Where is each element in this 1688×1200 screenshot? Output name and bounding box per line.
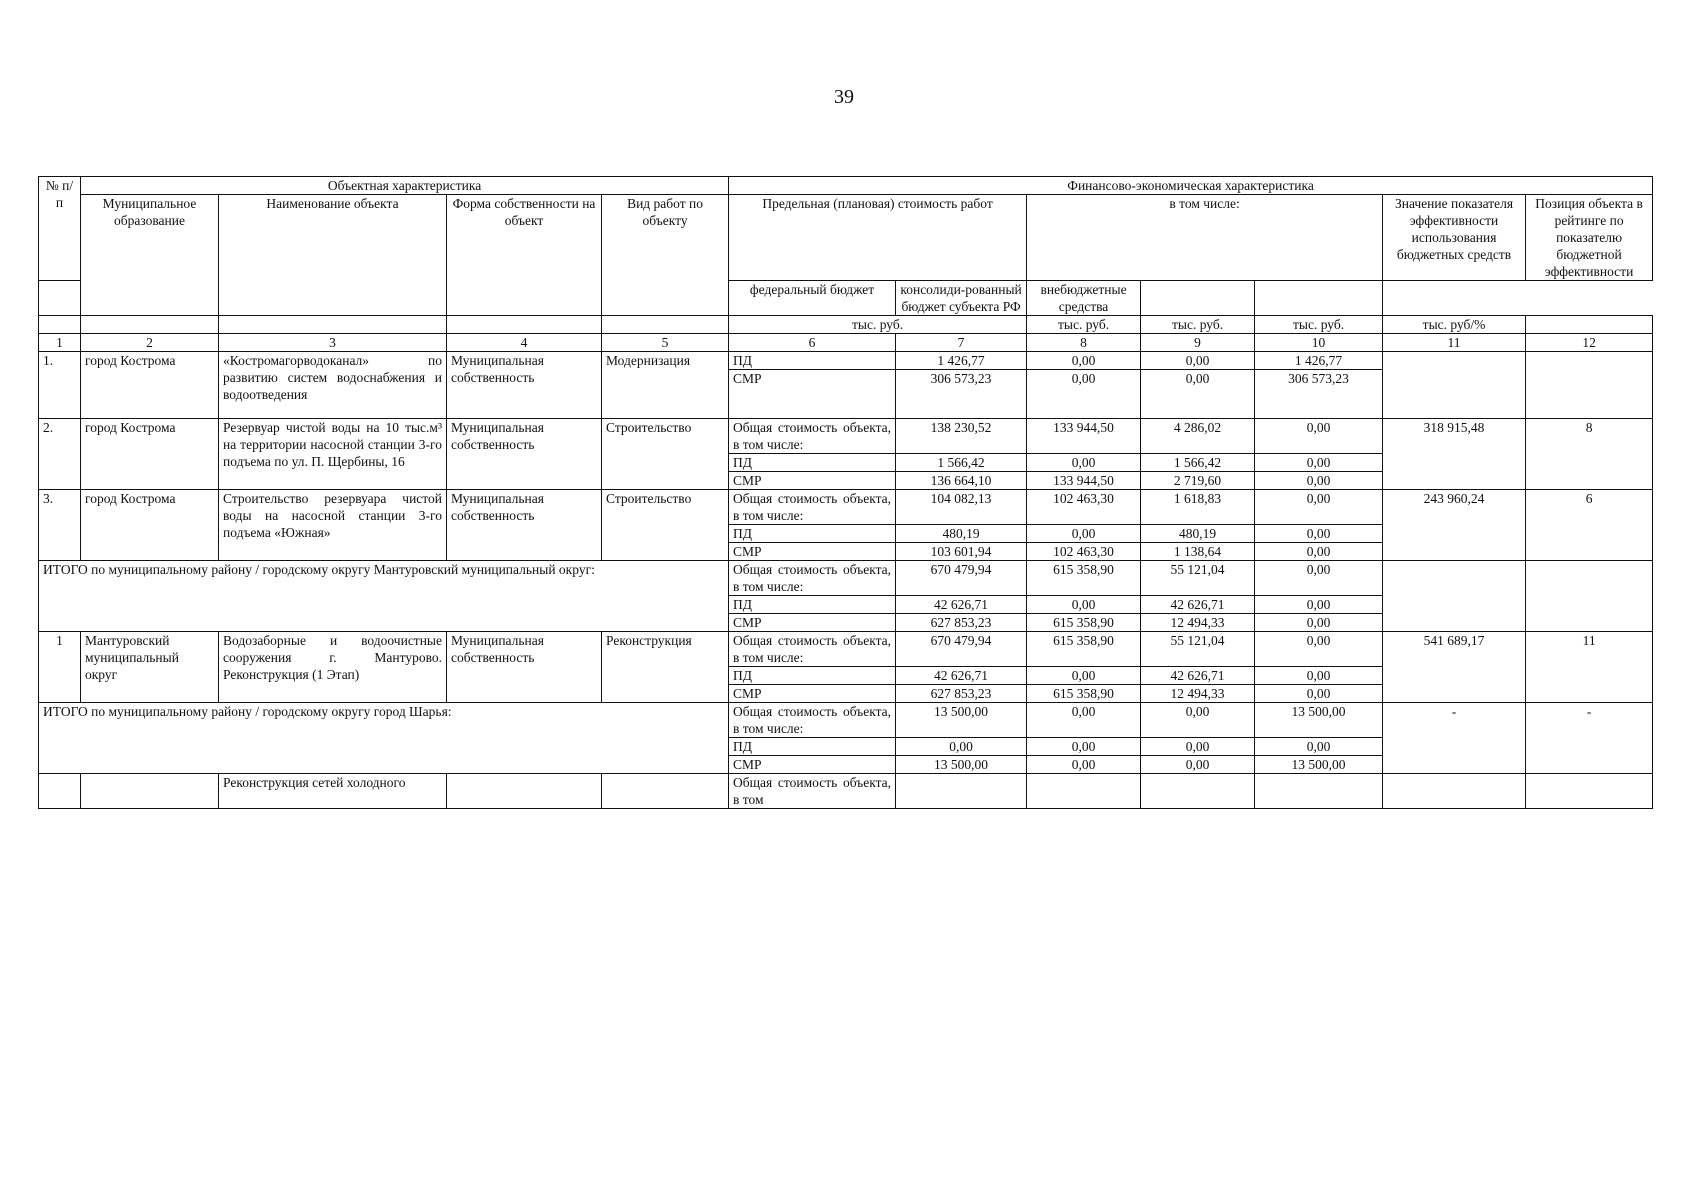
line-federal: 615 358,90	[1027, 685, 1141, 703]
table-row	[39, 774, 1653, 809]
line-federal: 133 944,50	[1027, 472, 1141, 490]
row-work: Строительство	[602, 419, 729, 490]
row-municipality: Мантуровский муниципальный округ	[81, 632, 219, 703]
row-ownership: Муниципальная собственность	[447, 490, 602, 561]
line-consolidated: 0,00	[1141, 738, 1255, 756]
line-consolidated	[1141, 774, 1255, 809]
row-efficiency: 243 960,24	[1383, 490, 1526, 561]
line-consolidated: 55 121,04	[1141, 632, 1255, 667]
row-object: «Костромагорводоканал» по развитию систем водоснабжения и водоотведения	[219, 352, 447, 419]
line-federal: 0,00	[1027, 352, 1141, 370]
unit-blank-1	[39, 316, 81, 334]
line-label: Общая стоимость объекта, в том	[729, 774, 896, 809]
row-municipality: город Кострома	[81, 419, 219, 490]
row-rating	[1526, 774, 1653, 809]
line-cost: 104 082,13	[896, 490, 1027, 525]
line-consolidated: 12 494,33	[1141, 614, 1255, 632]
line-federal	[1027, 774, 1141, 809]
row-efficiency	[1383, 352, 1526, 419]
line-cost: 138 230,52	[896, 419, 1027, 454]
column-number: 1	[39, 334, 81, 352]
unit-blank-3	[219, 316, 447, 334]
line-consolidated: 12 494,33	[1141, 685, 1255, 703]
line-extra: 0,00	[1255, 419, 1383, 454]
column-number: 5	[602, 334, 729, 352]
line-extra: 0,00	[1255, 454, 1383, 472]
total-efficiency: -	[1383, 703, 1526, 774]
total-rating: -	[1526, 703, 1653, 774]
line-extra: 1 426,77	[1255, 352, 1383, 370]
row-ownership: Муниципальная собственность	[447, 352, 602, 419]
line-label: ПД	[729, 454, 896, 472]
row-work	[602, 774, 729, 809]
line-federal: 0,00	[1027, 738, 1141, 756]
line-extra: 0,00	[1255, 490, 1383, 525]
line-cost: 627 853,23	[896, 614, 1027, 632]
line-label: Общая стоимость объекта, в том числе:	[729, 419, 896, 454]
investment-objects-table	[38, 176, 1653, 809]
row-num	[39, 774, 81, 809]
line-federal: 615 358,90	[1027, 614, 1141, 632]
header-extra-budget: внебюджетные средства	[1027, 281, 1141, 316]
line-federal: 615 358,90	[1027, 632, 1141, 667]
header-max-cost-blank	[39, 281, 219, 316]
total-row	[39, 561, 1653, 596]
line-extra: 0,00	[1255, 614, 1383, 632]
line-cost	[896, 774, 1027, 809]
line-label: СМР	[729, 543, 896, 561]
line-federal: 615 358,90	[1027, 561, 1141, 596]
row-rating	[1526, 352, 1653, 419]
table-row	[39, 352, 1653, 370]
header-efficiency: Значение показателя эффективности использования бюджетных средств	[1383, 195, 1526, 281]
row-work: Модернизация	[602, 352, 729, 419]
line-federal: 102 463,30	[1027, 543, 1141, 561]
total-row	[39, 703, 1653, 738]
table-row	[39, 490, 1653, 525]
line-consolidated: 42 626,71	[1141, 596, 1255, 614]
line-label: ПД	[729, 352, 896, 370]
line-consolidated: 0,00	[1141, 703, 1255, 738]
line-cost: 42 626,71	[896, 596, 1027, 614]
line-cost: 13 500,00	[896, 756, 1027, 774]
line-federal: 0,00	[1027, 370, 1141, 419]
line-cost: 13 500,00	[896, 703, 1027, 738]
column-number: 8	[1027, 334, 1141, 352]
line-consolidated: 42 626,71	[1141, 667, 1255, 685]
column-number: 7	[896, 334, 1027, 352]
line-consolidated: 0,00	[1141, 352, 1255, 370]
line-cost: 103 601,94	[896, 543, 1027, 561]
row-object: Реконструкция сетей холодного	[219, 774, 447, 809]
line-cost: 136 664,10	[896, 472, 1027, 490]
line-label: СМР	[729, 685, 896, 703]
row-work: Строительство	[602, 490, 729, 561]
row-ownership: Муниципальная собственность	[447, 419, 602, 490]
line-consolidated: 2 719,60	[1141, 472, 1255, 490]
column-number: 12	[1526, 334, 1653, 352]
line-label: ПД	[729, 596, 896, 614]
row-municipality	[81, 774, 219, 809]
line-extra: 0,00	[1255, 472, 1383, 490]
line-federal: 0,00	[1027, 756, 1141, 774]
row-efficiency	[1383, 774, 1526, 809]
row-work: Реконструкция	[602, 632, 729, 703]
header-work-type: Вид работ по объекту	[602, 195, 729, 316]
line-federal: 0,00	[1027, 667, 1141, 685]
column-number: 9	[1141, 334, 1255, 352]
header-rating: Позиция объекта в рейтинге по показателю бюджетной эффективности	[1526, 195, 1653, 281]
column-number: 6	[729, 334, 896, 352]
line-extra: 0,00	[1255, 667, 1383, 685]
row-object: Резервуар чистой воды на 10 тыс.м³ на территории насосной станции 3-го подъема по ул. П. Щербины, 16	[219, 419, 447, 490]
line-consolidated: 0,00	[1141, 370, 1255, 419]
row-municipality: город Кострома	[81, 352, 219, 419]
header-num: № п/п	[39, 177, 81, 281]
line-cost: 1 566,42	[896, 454, 1027, 472]
line-label: Общая стоимость объекта, в том числе:	[729, 703, 896, 738]
row-rating: 8	[1526, 419, 1653, 490]
total-rating-blank	[1526, 561, 1653, 632]
header-row-columns	[39, 195, 1653, 281]
line-label: Общая стоимость объекта, в том числе:	[729, 490, 896, 525]
unit-blank-5	[602, 316, 729, 334]
row-num: 1.	[39, 352, 81, 419]
header-consolidated: консолиди-рованный бюджет субъекта РФ	[896, 281, 1027, 316]
total-efficiency-blank	[1383, 561, 1526, 632]
header-efficiency-blank	[1141, 281, 1255, 316]
header-ownership: Форма собственности на объект	[447, 195, 602, 316]
row-efficiency: 541 689,17	[1383, 632, 1526, 703]
row-num: 1	[39, 632, 81, 703]
line-cost: 42 626,71	[896, 667, 1027, 685]
header-federal: федеральный бюджет	[729, 281, 896, 316]
line-consolidated: 0,00	[1141, 756, 1255, 774]
column-number: 11	[1383, 334, 1526, 352]
line-federal: 102 463,30	[1027, 490, 1141, 525]
line-extra: 306 573,23	[1255, 370, 1383, 419]
line-extra: 0,00	[1255, 543, 1383, 561]
line-label: СМР	[729, 472, 896, 490]
line-extra: 0,00	[1255, 596, 1383, 614]
row-ownership: Муниципальная собственность	[447, 632, 602, 703]
row-municipality: город Кострома	[81, 490, 219, 561]
line-cost: 670 479,94	[896, 632, 1027, 667]
header-rating-blank	[1255, 281, 1383, 316]
line-extra: 0,00	[1255, 561, 1383, 596]
line-label: Общая стоимость объекта, в том числе:	[729, 632, 896, 667]
line-federal: 133 944,50	[1027, 419, 1141, 454]
row-ownership	[447, 774, 602, 809]
line-extra: 0,00	[1255, 685, 1383, 703]
header-units-row	[39, 316, 1653, 334]
unit-extra: тыс. руб.	[1255, 316, 1383, 334]
line-cost: 480,19	[896, 525, 1027, 543]
header-row-groups	[39, 177, 1653, 195]
unit-federal: тыс. руб.	[1027, 316, 1141, 334]
header-finance-group: Финансово-экономическая характеристика	[729, 177, 1653, 195]
line-cost: 1 426,77	[896, 352, 1027, 370]
total-label: ИТОГО по муниципальному району / городскому округу город Шарья:	[39, 703, 729, 774]
line-extra: 13 500,00	[1255, 756, 1383, 774]
line-label: ПД	[729, 667, 896, 685]
line-label: Общая стоимость объекта, в том числе:	[729, 561, 896, 596]
line-consolidated: 4 286,02	[1141, 419, 1255, 454]
page-number: 39	[834, 86, 854, 108]
header-object-name: Наименование объекта	[219, 195, 447, 316]
header-object-group: Объектная характеристика	[81, 177, 729, 195]
line-federal: 0,00	[1027, 525, 1141, 543]
header-municipality: Муниципальное образование	[81, 195, 219, 316]
row-num: 3.	[39, 490, 81, 561]
unit-efficiency: тыс. руб/%	[1383, 316, 1526, 334]
line-consolidated: 1 138,64	[1141, 543, 1255, 561]
line-consolidated: 1 618,83	[1141, 490, 1255, 525]
row-num: 2.	[39, 419, 81, 490]
line-extra: 0,00	[1255, 738, 1383, 756]
unit-blank-12	[1526, 316, 1653, 334]
line-cost: 627 853,23	[896, 685, 1027, 703]
row-rating: 11	[1526, 632, 1653, 703]
line-federal: 0,00	[1027, 703, 1141, 738]
header-including: в том числе:	[1027, 195, 1383, 281]
table-row	[39, 632, 1653, 667]
line-extra: 0,00	[1255, 632, 1383, 667]
line-label: СМР	[729, 756, 896, 774]
row-efficiency: 318 915,48	[1383, 419, 1526, 490]
row-object: Водозаборные и водоочистные сооружения г. Мантурово. Реконструкция (1 Этап)	[219, 632, 447, 703]
unit-blank-4	[447, 316, 602, 334]
line-consolidated: 480,19	[1141, 525, 1255, 543]
line-label: ПД	[729, 738, 896, 756]
unit-blank-2	[81, 316, 219, 334]
table-row	[39, 419, 1653, 454]
line-extra: 0,00	[1255, 525, 1383, 543]
unit-cost: тыс. руб.	[729, 316, 1027, 334]
line-cost: 670 479,94	[896, 561, 1027, 596]
line-label: СМР	[729, 614, 896, 632]
column-number: 4	[447, 334, 602, 352]
row-object: Строительство резервуара чистой воды на насосной станции 3-го подъема «Южная»	[219, 490, 447, 561]
line-extra	[1255, 774, 1383, 809]
column-number: 3	[219, 334, 447, 352]
column-number: 10	[1255, 334, 1383, 352]
column-number: 2	[81, 334, 219, 352]
unit-consolidated: тыс. руб.	[1141, 316, 1255, 334]
line-consolidated: 1 566,42	[1141, 454, 1255, 472]
line-extra: 13 500,00	[1255, 703, 1383, 738]
line-label: СМР	[729, 370, 896, 419]
line-consolidated: 55 121,04	[1141, 561, 1255, 596]
column-numbers-row	[39, 334, 1653, 352]
line-cost: 306 573,23	[896, 370, 1027, 419]
total-label: ИТОГО по муниципальному району / городскому округу Мантуровский муниципальный округ:	[39, 561, 729, 632]
line-federal: 0,00	[1027, 596, 1141, 614]
line-label: ПД	[729, 525, 896, 543]
line-federal: 0,00	[1027, 454, 1141, 472]
row-rating: 6	[1526, 490, 1653, 561]
header-max-cost: Предельная (плановая) стоимость работ	[729, 195, 1027, 281]
line-cost: 0,00	[896, 738, 1027, 756]
